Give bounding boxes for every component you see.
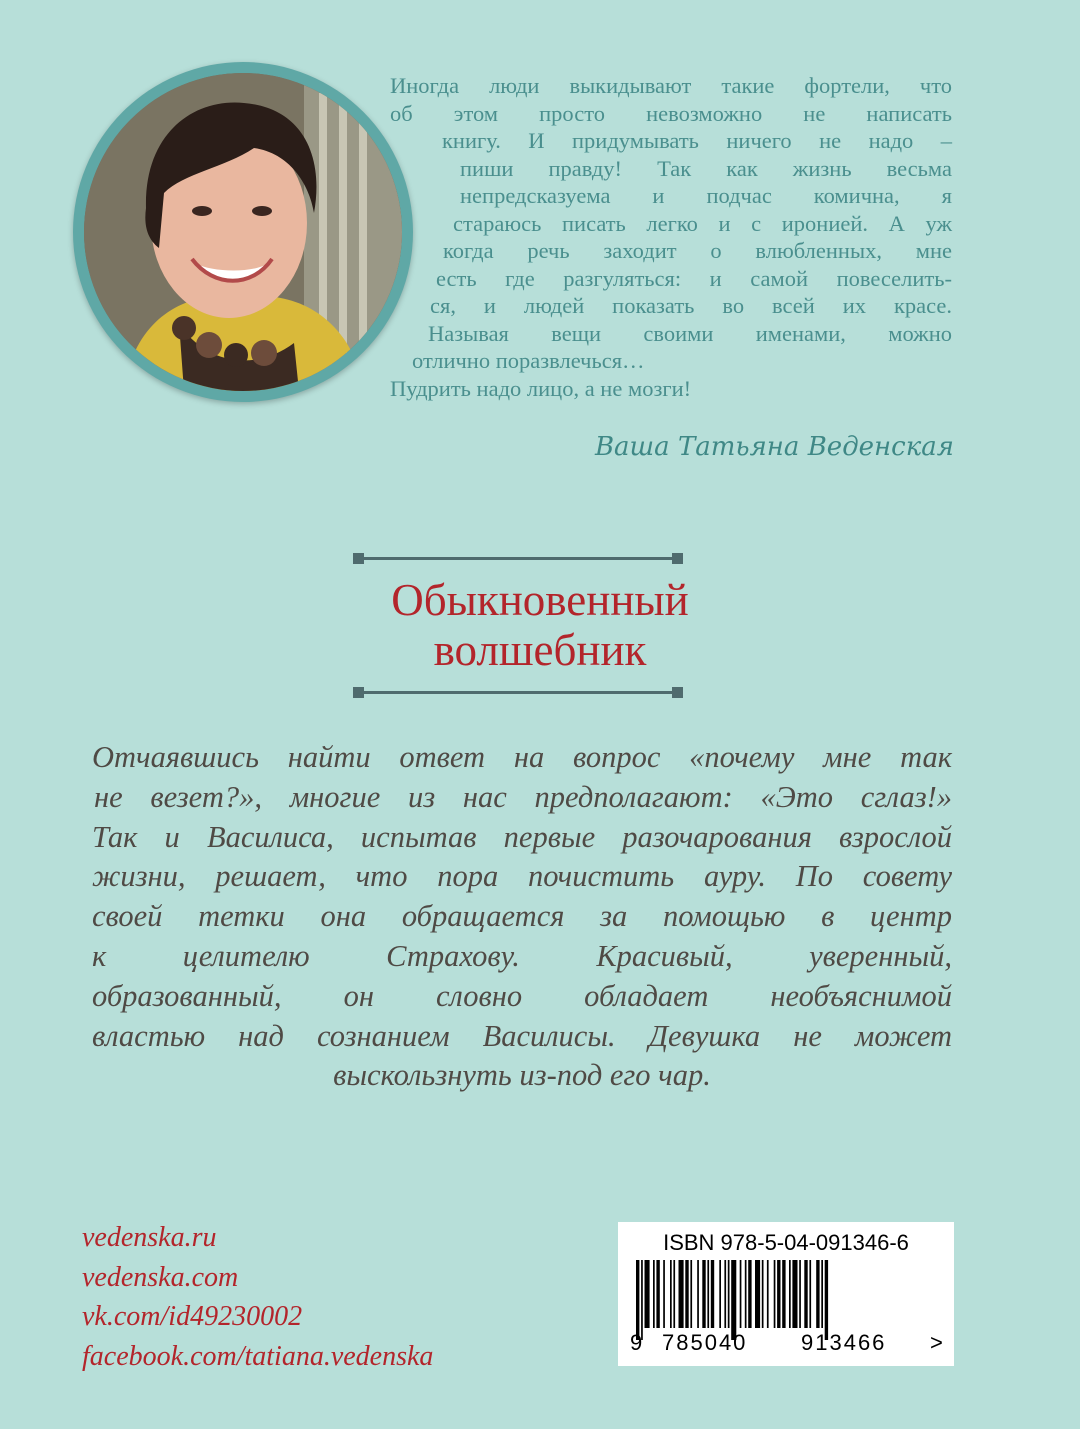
link-vedenska-ru[interactable]: vedenska.ru [82,1222,217,1253]
barcode-bar [711,1260,714,1328]
barcode-bar [762,1260,764,1328]
barcode-bar [809,1260,811,1328]
isbn-label: ISBN 978-5-04-091346-6 [663,1230,909,1255]
author-note-line: книгу. И придумывать ничего не надо – [442,128,952,153]
barcode-bar [799,1260,801,1328]
author-note-line: есть где разгуляться: и самой повеселить- [436,265,952,291]
barcode-bar [679,1260,684,1328]
author-note-line: ся, и людей показать во всей их красе. [430,293,952,318]
barcode-bar [755,1260,760,1328]
barcode-bar [702,1260,705,1328]
book-title-line: волшебник [433,625,647,675]
barcode-bar [792,1260,797,1328]
barcode-arrow: > [930,1330,943,1355]
barcode-bar [789,1260,791,1328]
barcode-bar [685,1260,688,1328]
barcode-bar [821,1260,823,1328]
synopsis-line: не везет?», многие из нас предполагают: «Это сглаз!» [94,779,952,814]
barcode-bar [777,1260,780,1328]
barcode-digits-left: 785040 [662,1330,748,1355]
barcode-bar [707,1260,709,1328]
synopsis-line: выскользнуть из-под его чар. [333,1058,711,1093]
author-signature: Ваша Татьяна Веденская [594,432,954,462]
author-note-line: стараюсь писать легко и с иронией. А уж [453,210,952,236]
author-note-line: непредсказуема и подчас комична, я [460,183,952,208]
barcode-bar [782,1260,785,1328]
barcode-bar [731,1260,736,1340]
barcode-bar [748,1260,751,1328]
synopsis-line: своей тетки она обращается за помощью в центр [92,899,952,934]
barcode-bar [719,1260,721,1328]
author-links [82,1218,433,1376]
synopsis-line: Так и Василиса, испытав первые разочарования взрослой [92,819,952,854]
book-title [290,575,790,675]
barcode-bar [816,1260,819,1328]
author-note-line: Иногда люди выкидывают такие фортели, что [390,73,952,98]
barcode-bar [740,1260,742,1328]
barcode-bar [653,1260,655,1328]
author-note-line: об этом просто невозможно не написать [390,100,952,126]
link-vk[interactable]: vk.com/id49230002 [82,1301,303,1332]
author-photo [84,73,402,391]
author-note-line: отлично поразвлечься… [412,348,645,373]
barcode-bar [767,1260,769,1328]
synopsis-line: к целителю Страхову. Красивый, уверенный, [92,938,952,973]
barcode-bar [645,1260,650,1328]
barcode-bar [641,1260,643,1340]
barcode-bar [697,1260,699,1328]
book-title-line: Обыкновенный [391,575,689,625]
author-note-line: Называя вещи своими именами, можно [428,320,952,346]
barcode-bar [663,1260,665,1328]
barcode-bar [825,1260,828,1340]
barcode-bar [670,1260,672,1328]
barcode-bar [673,1260,675,1328]
synopsis-line: жизни, решает, что пора почистить ауру. По совету [92,859,952,894]
synopsis-line: властью над сознанием Василисы. Девушка не может [92,1018,952,1053]
barcode-digit-first: 9 [630,1330,643,1355]
barcode-bars [632,1260,940,1340]
author-note-line: Пудрить надо лицо, а не мозги! [390,375,692,401]
barcode-bar [724,1260,726,1328]
barcode-digits-right: 913466 [801,1330,887,1355]
barcode-bar [774,1260,776,1328]
author-note-line: когда речь заходит о влюбленных, мне [443,238,952,263]
isbn-barcode [618,1222,954,1366]
barcode-bar [804,1260,807,1328]
link-facebook[interactable]: facebook.com/tatiana.vedenska [82,1340,434,1372]
barcode-bar [728,1260,730,1328]
barcode-bar [636,1260,639,1340]
barcode-bar [690,1260,692,1328]
synopsis-line: Отчаявшись найти ответ на вопрос «почему мне так [92,740,952,774]
author-note-line: пиши правду! Так как жизнь весьма [460,155,952,181]
author-note [390,72,952,402]
title-divider-top [357,557,679,560]
barcode-bar [745,1260,747,1328]
barcode-bar [656,1260,659,1328]
synopsis [92,738,952,1096]
title-divider-bottom [357,691,679,694]
link-vedenska-com[interactable]: vedenska.com [82,1261,239,1293]
synopsis-line: образованный, он словно обладает необъяснимой [92,978,952,1013]
